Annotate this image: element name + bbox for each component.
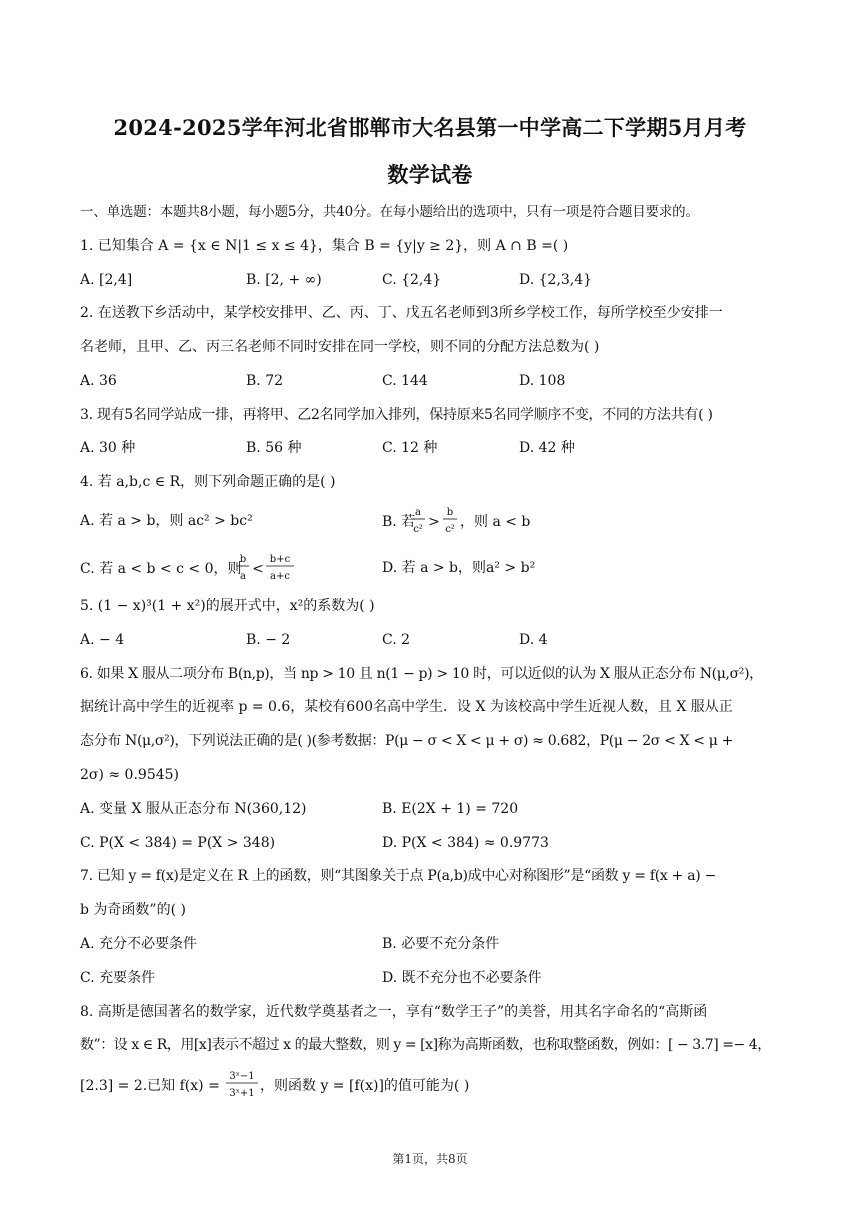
q8-fraction-denominator: 3ˣ+1 bbox=[229, 1088, 255, 1099]
question-1-option-c: C. {2,4} bbox=[382, 272, 442, 288]
question-4-option-b bbox=[382, 502, 582, 540]
question-8-stem-line-1: 8. 高斯是德国著名的数学家，近代数学奠基者之一，享有“数学王子”的美誉，用其名字命名的“高斯函 bbox=[80, 1004, 708, 1020]
question-7-option-c: C. 充要条件 bbox=[80, 970, 156, 986]
question-6-stem-line-4: 2σ) ≈ 0.9545) bbox=[80, 767, 180, 783]
question-5-option-d: D. 4 bbox=[519, 632, 548, 648]
question-1-option-b: B. [2, + ∞) bbox=[246, 272, 322, 288]
q4-option-c-frac2-num: b+c bbox=[269, 554, 291, 565]
question-3-option-d: D. 42 种 bbox=[519, 440, 575, 456]
q4-option-c-frac1-num: b bbox=[239, 554, 247, 565]
question-4-option-c bbox=[80, 549, 320, 587]
question-6-stem-line-3: 态分布 N(μ,σ²)，下列说法正确的是( )(参考数据：P(μ − σ < X < μ + σ) ≈ 0.682，P(μ − 2σ < X < μ + bbox=[80, 733, 734, 749]
question-1-option-a: A. [2,4] bbox=[80, 272, 133, 288]
q8-fraction-numerator: 3ˣ−1 bbox=[229, 1071, 255, 1082]
question-4-stem: 4. 若 a,b,c ∈ R，则下列命题正确的是( ) bbox=[80, 474, 336, 490]
question-7-option-d: D. 既不充分也不必要条件 bbox=[382, 970, 542, 986]
q8-line3-prefix: [2.3] = 2.已知 f(x) = bbox=[80, 1078, 220, 1094]
question-5-option-b: B. − 2 bbox=[246, 632, 291, 648]
question-1-option-d: D. {2,3,4} bbox=[519, 272, 593, 288]
question-7-option-a: A. 充分不必要条件 bbox=[80, 936, 198, 952]
q4-option-b-frac1-den: c² bbox=[413, 524, 423, 535]
section-heading: 一、单选题：本题共8小题，每小题5分，共40分。在每小题给出的选项中，只有一项是符合题目要求的。 bbox=[80, 204, 699, 220]
q4-option-c-frac2-den: a+c bbox=[270, 571, 290, 582]
question-3-option-b: B. 56 种 bbox=[246, 440, 302, 456]
question-6-stem-line-2: 据统计高中学生的近视率 p = 0.6，某校有600名高中学生．设 X 为该校高中学生近视人数，且 X 服从正 bbox=[80, 699, 733, 715]
q4-option-b-frac2-den: c² bbox=[445, 524, 455, 535]
question-6-option-c: C. P(X < 384) = P(X > 348) bbox=[80, 835, 276, 851]
question-6-option-a: A. 变量 X 服从正态分布 N(360,12) bbox=[80, 801, 307, 817]
question-8-stem-line-2: 数”：设 x ∈ R，用[x]表示不超过 x 的最大整数，则 y = [x]称为高斯函数，也称取整函数，例如：[ − 3.7] =− 4， bbox=[80, 1037, 771, 1053]
question-6-option-d: D. P(X < 384) ≈ 0.9773 bbox=[382, 835, 549, 851]
q4-option-b-relation: > bbox=[428, 514, 440, 530]
exam-subtitle: 数学试卷 bbox=[387, 162, 473, 187]
q4-option-c-prefix: C. 若 a < b < c < 0，则 bbox=[80, 561, 242, 577]
question-3-option-c: C. 12 种 bbox=[382, 440, 438, 456]
page-footer: 第1页，共8页 bbox=[392, 1152, 468, 1166]
question-2-stem-line-2: 名老师，且甲、乙、丙三名老师不同时安排在同一学校，则不同的分配方法总数为( ) bbox=[80, 339, 600, 355]
q4-option-b-suffix: ，则 a < b bbox=[460, 514, 531, 530]
question-5-stem: 5. (1 − x)³(1 + x²)的展开式中，x²的系数为( ) bbox=[80, 598, 375, 614]
question-3-option-a: A. 30 种 bbox=[80, 440, 136, 456]
q4-option-c-frac1-den: a bbox=[240, 571, 246, 582]
q4-option-b-frac1-num: a bbox=[415, 507, 421, 518]
question-4-option-a: A. 若 a > b，则 ac² > bc² bbox=[80, 513, 253, 529]
question-2-option-c: C. 144 bbox=[382, 373, 428, 389]
exam-title: 2024-2025学年河北省邯郸市大名县第一中学高二下学期5月月考 bbox=[113, 115, 747, 140]
q8-line3-suffix: ，则函数 y = [f(x)]的值可能为( ) bbox=[260, 1078, 470, 1094]
question-5-option-a: A. − 4 bbox=[80, 632, 125, 648]
question-3-stem: 3. 现有5名同学站成一排，再将甲、乙2名同学加入排列，保持原来5名同学顺序不变，不同的方法共有( ) bbox=[80, 407, 713, 423]
question-6-option-b: B. E(2X + 1) = 720 bbox=[382, 801, 519, 817]
question-4-option-d: D. 若 a > b，则a² > b² bbox=[382, 560, 536, 576]
q4-option-b-prefix: B. 若 bbox=[382, 514, 416, 530]
q4-option-c-relation: < bbox=[252, 561, 264, 577]
question-2-stem-line-1: 2. 在送教下乡活动中，某学校安排甲、乙、丙、丁、戊五名老师到3所乡学校工作，每所学校至少安排一 bbox=[80, 305, 723, 321]
question-2-option-a: A. 36 bbox=[80, 373, 117, 389]
question-5-option-c: C. 2 bbox=[382, 632, 411, 648]
question-2-option-d: D. 108 bbox=[519, 373, 566, 389]
question-7-stem-line-2: b 为奇函数”的( ) bbox=[80, 902, 186, 918]
question-2-option-b: B. 72 bbox=[246, 373, 284, 389]
question-1-stem: 1. 已知集合 A = {x ∈ N|1 ≤ x ≤ 4}，集合 B = {y|y ≥ 2}，则 A ∩ B =( ) bbox=[80, 238, 569, 254]
question-6-stem-line-1: 6. 如果 X 服从二项分布 B(n,p)，当 np > 10 且 n(1 − p) > 10 时，可以近似的认为 X 服从正态分布 N(μ,σ²)， bbox=[80, 666, 763, 682]
q4-option-b-frac2-num: b bbox=[446, 507, 454, 518]
question-7-option-b: B. 必要不充分条件 bbox=[382, 936, 500, 952]
question-7-stem-line-1: 7. 已知 y = f(x)是定义在 R 上的函数，则“其图象关于点 P(a,b)成中心对称图形”是“函数 y = f(x + a) − bbox=[80, 868, 717, 884]
question-8-stem-line-3 bbox=[80, 1066, 540, 1104]
